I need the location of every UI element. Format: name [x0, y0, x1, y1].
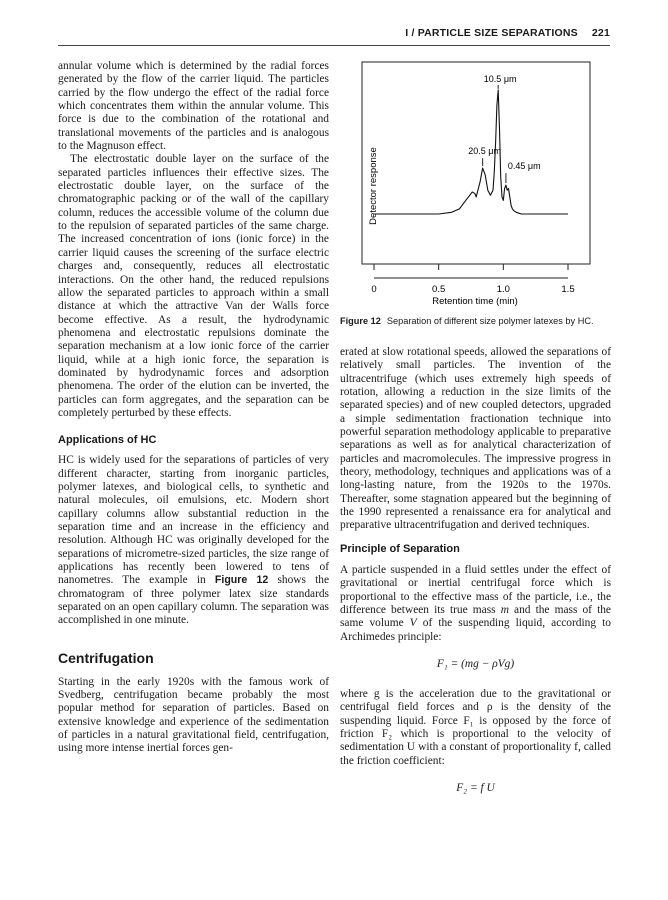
- page-number: 221: [591, 27, 610, 39]
- figure-12: [340, 56, 612, 326]
- heading-principle: Principle of Separation: [340, 542, 460, 555]
- equation-2: F₂ = f U: [456, 781, 495, 794]
- running-head-title: I / PARTICLE SIZE SEPARATIONS: [405, 27, 578, 39]
- text-run: shows the chromatogram of three polymer latex size standards separated on an open capillary column. The separation was accomplished in one minute.: [58, 574, 330, 627]
- x-tick-label: 0.5: [432, 284, 446, 295]
- paragraph-centrifugation: Starting in the early 1920s with the famous work of Svedberg, centrifugation became probably the most popular method for separation of particles. Based on extensive knowledge and experience of the sedimentation of particles in a natural gravitational field, centrifugation, using more intense inertial forces gen-: [58, 675, 329, 755]
- header-rule: [58, 45, 610, 46]
- peak-annotation: 20.5 μm: [468, 146, 501, 157]
- figure-reference: Figure 12: [214, 574, 269, 587]
- symbol-V: V: [409, 617, 417, 630]
- text-run: and the mass of the same volume: [340, 603, 611, 630]
- paragraph-double-layer: The electrostatic double layer on the surface of the separated particles influences their effective sizes. The electrostatic double layer, on the surface of the chromatographic packing or of the wall of the capillary column, reduces the accessible volume of the column due to the repulsion of separated particles of the same charge. The increased concentration of ions (ionic force) in the carrier liquid causes the screening of the surface electric charges and, consequently, reduces all electrostatic interactions. On the other hand, the reduced repulsions allow the separated particles to approach within a small distance at which the attractive Van der Walls force become effective. As a result, the hydrodynamic phenomena and electrostatic repulsions dominate the separation mechanism at a low ionic force of the carrier liquid, while at a high ionic force, the separation is dominated by hydrodynamic forces and adsorption phenomena. The order of the elution can be inverted, the particles can form aggregates, and the separation can be completely perturbed by these effects.: [58, 153, 329, 419]
- paragraph-principle: [340, 564, 611, 644]
- figure-caption-label: Figure 12: [340, 316, 381, 326]
- right-column: [340, 346, 611, 794]
- heading-centrifugation: Centrifugation: [58, 649, 154, 666]
- text-run: A particle suspended in a fluid settles under the effect of gravitational or inertial centrifugal force which is proportional to the effective mass of the particle, i.e., the difference between its true mass: [340, 563, 611, 616]
- figure-caption: [340, 316, 612, 327]
- text-run: of the suspending liquid, according to Archimedes principle:: [340, 617, 611, 643]
- x-tick-label: 1.5: [561, 284, 575, 295]
- heading-applications: Applications of HC: [58, 434, 157, 447]
- paragraph-ultracentrifuge: erated at slow rotational speeds, allowed the separations of relatively small particles. The invention of the ultracentrifuge (which uses extremely high speeds of rotation, allowing a reduction in the size limits of the separated species) and of new coupled detectors, upgraded a simple sedimentation fractionation technique into powerful separation methodology applicable to preparative separations as well as for analytical characterization of particles and macromolecules. The impressive progress in theory, methodology, techniques and applications was of a long-lasting nature, from the 1920s to the 1970s. Thereafter, some stagnation appeared but the beginning of the 1990 represented a renaissance era for analytical and preparative ultracentrifugation and derived techniques.: [340, 346, 611, 532]
- peak-annotation: 0.45 μm: [507, 161, 541, 172]
- x-tick-label: 0: [371, 284, 377, 295]
- x-axis-label: Retention time (min): [432, 296, 518, 307]
- paragraph-radial-forces: annular volume which is determined by the radial forces generated by the flow of the carrier liquid. The particles carried by the flow undergo the effect of the radial force which concentrates them within the annular volume. This force is due to the combination of the rotational and translational movements of the particles and is analogous to the Magnuson effect.: [58, 60, 329, 153]
- symbol-m: m: [500, 603, 509, 616]
- x-tick-label: 1.0: [496, 284, 510, 295]
- figure-caption-text: Separation of different size polymer latexes by HC.: [386, 316, 594, 326]
- paragraph-friction: where g is the acceleration due to the gravitational or centrifugal field forces and ρ is the density of the suspending liquid. Force F₁ is opposed by the force of friction F₂ which is proportional to the velocity of sedimentation U with a constant of proportionality f, called the friction coefficient:: [340, 687, 611, 767]
- peak-annotation: 10.5 μm: [483, 73, 517, 84]
- chromatogram-chart: [340, 56, 612, 312]
- text-run: HC is widely used for the separations of particles of very different character, starting from inorganic particles, polymer latexes, and biological cells, to synthetic and natural molecules, oil emulsions, etc. Modern short capillary columns allow substantial reduction in the separation time and an increase in the efficiency and resolution. Although HC was originally developed for the separations of micrometre-sized particles, the size range of applications has recently been lowered to tens of nanometres. The example in: [58, 454, 329, 587]
- left-column: [58, 60, 329, 756]
- running-head: [405, 27, 610, 39]
- equation-1: F₁ = (mg − ρVg): [436, 657, 515, 670]
- y-axis-label: Detector response: [368, 147, 379, 225]
- paragraph-applications: [58, 454, 329, 627]
- plot-frame: [362, 62, 590, 264]
